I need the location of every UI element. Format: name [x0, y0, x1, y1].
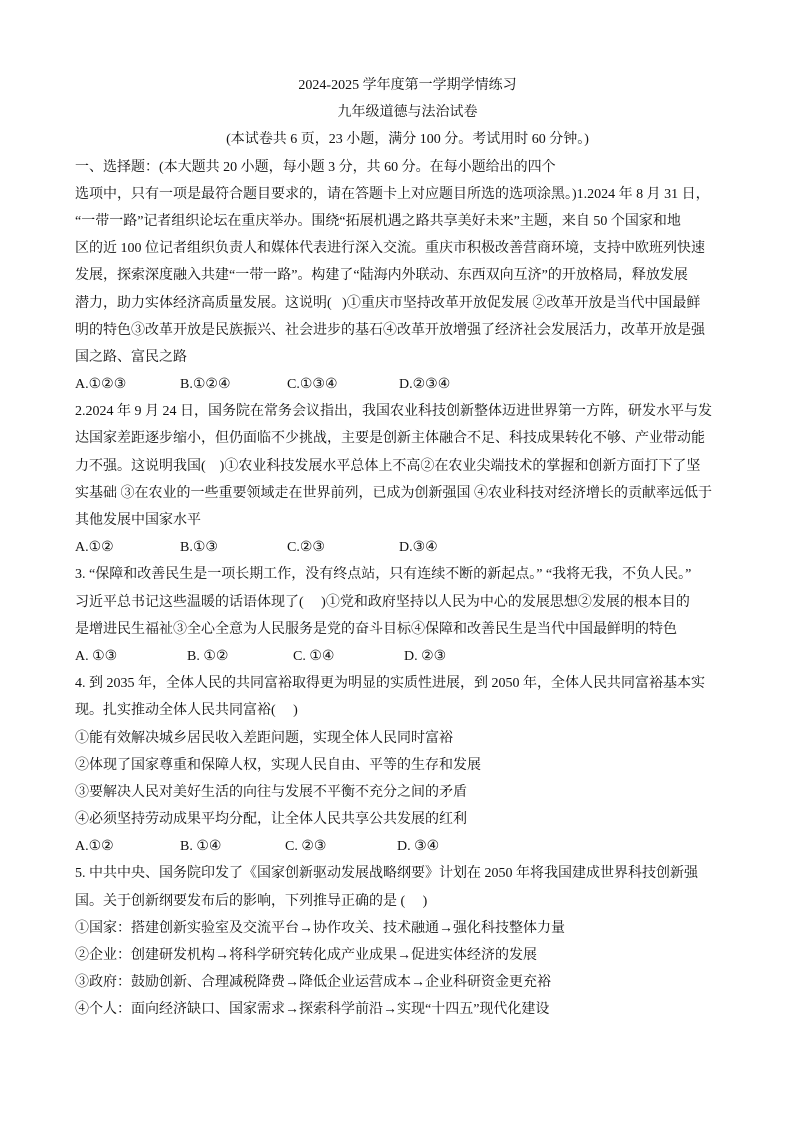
question-3-options: [75, 643, 740, 670]
option-d: D. ③④: [397, 839, 440, 855]
question-3-line: 3. “保障和改善民生是一项长期工作，没有终点站，只有连续不断的新起点。” “我将无我，不负人民。”: [75, 567, 692, 583]
option-b: B.①③: [180, 540, 218, 556]
exam-title: 2024-2025 学年度第一学期学情练习: [298, 78, 517, 93]
question-4-line: 4. 到 2035 年，全体人民的共同富裕取得更为明显的实质性进展，到 2050 年，全体人民共同富裕基本实: [75, 676, 705, 692]
question-4-options: [75, 833, 740, 860]
option-b: B. ①④: [180, 839, 222, 855]
question-4-statement: ③要解决人民对美好生活的向往与发展不平衡不充分之间的矛盾: [75, 784, 467, 800]
question-2-line: 达国家差距逐步缩小，但仍面临不少挑战，主要是创新主体融合不足、科技成果转化不够、产业带动能: [75, 431, 705, 447]
exam-note: (本试卷共 6 页，23 小题，满分 100 分。考试用时 60 分钟。): [226, 132, 589, 148]
question-4-statement: ④必须坚持劳动成果平均分配，让全体人民共享公共发展的红利: [75, 812, 467, 828]
question-5-statement: ①国家：搭建创新实验室及交流平台→协作攻关、技术融通→强化科技整体力量: [75, 920, 565, 936]
option-b: B. ①②: [187, 648, 229, 664]
option-c: C.②③: [287, 540, 325, 556]
option-c: C.①③④: [287, 377, 338, 393]
question-1-line: 区的近 100 位记者组织负责人和媒体代表进行深入交流。重庆市积极改善营商环境，支持中欧班列快速: [75, 241, 705, 257]
question-5-line: 国。关于创新纲要发布后的影响，下列推导正确的是 ( ): [75, 893, 428, 909]
question-4-statement: ①能有效解决城乡居民收入差距问题，实现全体人民同时富裕: [75, 730, 453, 746]
question-1: [75, 208, 740, 398]
option-a: A. ①③: [75, 648, 118, 664]
option-c: C. ②③: [285, 839, 327, 855]
question-5: [75, 860, 740, 1023]
option-d: D. ②③: [404, 648, 447, 664]
option-a: A.①②③: [75, 377, 127, 393]
question-1-options: [75, 371, 740, 398]
exam-content: [75, 72, 740, 1024]
option-a: A.①②: [75, 540, 114, 556]
question-3: [75, 561, 740, 670]
question-4-line: 现。扎实推动全体人民共同富裕( ): [75, 703, 298, 719]
question-1-line: “一带一路”记者组织论坛在重庆举办。围绕“拓展机遇之路共享美好未来”主题，来自 50 个国家和地: [75, 213, 681, 229]
question-3-line: 习近平总书记这些温暖的话语体现了( )①党和政府坚持以人民为中心的发展思想②发展的根本目的: [75, 594, 690, 610]
option-a: A.①②: [75, 839, 114, 855]
question-1-line: 明的特色③改革开放是民族振兴、社会进步的基石④改革开放增强了经济社会发展活力，改革开放是强: [75, 322, 705, 338]
question-4: [75, 670, 740, 860]
question-2-line: 2.2024 年 9 月 24 日，国务院在常务会议指出，我国农业科技创新整体迈进世界第一方阵，研发水平与发: [75, 404, 712, 420]
option-d: D.②③④: [399, 377, 451, 393]
section-intro-line: 一、选择题：(本大题共 20 小题，每小题 3 分，共 60 分。在每小题给出的四个: [75, 159, 556, 175]
exam-subject: 九年级道德与法治试卷: [337, 105, 478, 121]
question-2: [75, 398, 740, 561]
question-1-line: 潜力，助力实体经济高质量发展。这说明( )①重庆市坚持改革开放促发展 ②改革开放是当代中国最鲜: [75, 295, 701, 311]
question-5-statement: ③政府：鼓励创新、合理减税降费→降低企业运营成本→企业科研资金更充裕: [75, 975, 551, 991]
option-b: B.①②④: [180, 377, 231, 393]
question-1-line: 发展，探索深度融入共建“一带一路”。构建了“陆海内外联动、东西双向互济”的开放格局，释放发展: [75, 268, 688, 284]
option-c: C. ①④: [293, 648, 335, 664]
question-2-line: 力不强。这说明我国( )①农业科技发展水平总体上不高②在农业尖端技术的掌握和创新方面打下了坚: [75, 458, 701, 474]
question-2-line: 其他发展中国家水平: [75, 513, 201, 528]
section-intro-line: 选项中，只有一项是最符合题目要求的，请在答题卡上对应题目所选的选项涂黑。)1.2024 年 8 月 31 日，: [75, 186, 710, 202]
question-5-statement: ②企业：创建研发机构→将科学研究转化成产业成果→促进实体经济的发展: [75, 948, 537, 963]
option-d: D.③④: [399, 540, 438, 556]
question-5-line: 5. 中共中央、国务院印发了《国家创新驱动发展战略纲要》计划在 2050 年将我国建成世界科技创新强: [75, 866, 698, 882]
question-4-statement: ②体现了国家尊重和保障人权，实现人民自由、平等的生存和发展: [75, 757, 481, 773]
question-2-options: [75, 534, 740, 561]
question-2-line: 实基础 ③在农业的一些重要领域走在世界前列，已成为创新强国 ④农业科技对经济增长的贡献率远低于: [75, 485, 712, 501]
question-1-line: 国之路、富民之路: [75, 349, 187, 365]
question-3-line: 是增进民生福祉③全心全意为人民服务是党的奋斗目标④保障和改善民生是当代中国最鲜明的特色: [75, 621, 677, 637]
question-5-statement: ④个人：面向经济缺口、国家需求→探索科学前沿→实现“十四五”现代化建设: [75, 1002, 550, 1018]
